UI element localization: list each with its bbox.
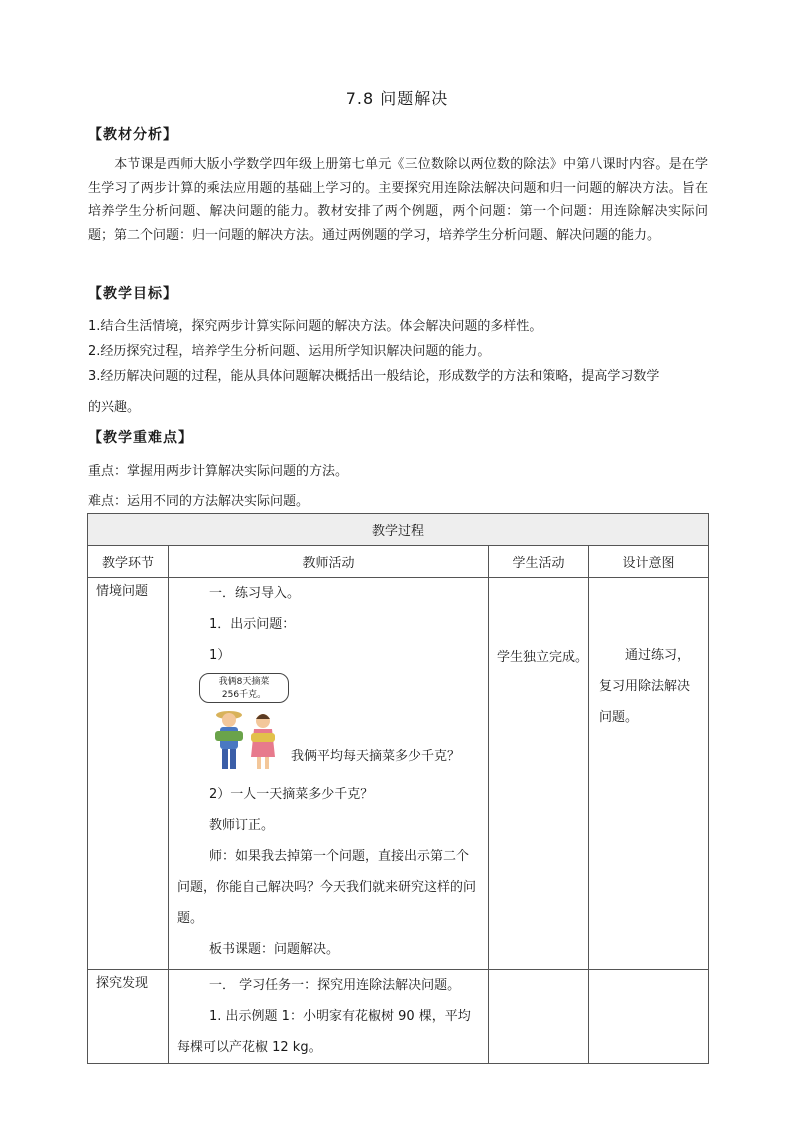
difficult-point: 难点：运用不同的方法解决实际问题。 [88, 494, 310, 509]
header-teacher: 教师活动 [169, 546, 489, 578]
speech-bubble [199, 673, 289, 703]
activity-line: 教师订正。 [209, 818, 275, 833]
activity-line: 1．出示问题： [209, 617, 296, 632]
activity-line: 1） [209, 648, 231, 663]
analysis-heading: 【教材分析】 [88, 127, 178, 143]
key-points-heading: 【教学重难点】 [88, 430, 193, 446]
illustration-caption: 我俩平均每天摘菜多少千克？ [291, 749, 461, 764]
page-title: 7.8 问题解决 [345, 89, 449, 108]
goal-item-2: 2.经历探究过程，培养学生分析问题、运用所学知识解决问题的能力。 [88, 344, 491, 359]
analysis-paragraph [88, 153, 708, 247]
activity-paragraph [177, 1001, 480, 1063]
student-activity-cell [489, 970, 589, 1064]
activity-line: 2）一人一天摘菜多少千克？ [209, 787, 374, 802]
activity-text: 师：如果我去掉第一个问题，直接出示第二个问题，你能自己解决吗？今天我们就来研究这样的问题。 [177, 849, 477, 926]
goal-item-3: 3.经历解决问题的过程，能从具体问题解决概括出一般结论，形成数学的方法和策略，提高学习数学 [88, 369, 660, 384]
student-activity-text: 学生独立完成。 [497, 650, 589, 665]
bubble-line: 256千克。 [221, 690, 267, 700]
stage-label: 探究发现 [96, 976, 149, 991]
table-row [88, 578, 709, 970]
bubble-line: 我俩8天摘菜 [218, 677, 270, 687]
header-design: 设计意图 [589, 546, 709, 578]
activity-text: 1. 出示例题 1：小明家有花椒树 90 棵，平均每棵可以产花椒 12 kg。 [177, 1009, 471, 1055]
teaching-process-table [87, 513, 709, 1064]
farmers-icon [207, 707, 287, 777]
activity-paragraph [177, 841, 480, 934]
key-point: 重点：掌握用两步计算解决实际问题的方法。 [88, 464, 349, 479]
student-activity-cell [489, 578, 589, 970]
design-intent-cell [589, 970, 709, 1064]
goals-heading: 【教学目标】 [88, 286, 178, 302]
design-intent-paragraph [591, 640, 702, 733]
farmers-illustration [199, 671, 480, 779]
stage-cell [88, 970, 169, 1064]
goal-item-3-cont: 的兴趣。 [88, 400, 141, 415]
activity-line: 一． 学习任务一：探究用连除法解决问题。 [209, 978, 461, 993]
header-stage: 教学环节 [88, 546, 169, 578]
stage-cell [88, 578, 169, 970]
stage-label: 情境问题 [96, 584, 149, 599]
table-row [88, 970, 709, 1064]
design-intent-text: 通过练习，复习用除法解决问题。 [599, 648, 691, 725]
activity-line: 一．练习导入。 [209, 586, 301, 601]
activity-line: 板书课题：问题解决。 [209, 942, 340, 957]
table-title: 教学过程 [88, 514, 709, 546]
teacher-activity-cell [169, 578, 489, 970]
design-intent-cell [589, 578, 709, 970]
teacher-activity-cell [169, 970, 489, 1064]
analysis-text: 本节课是西师大版小学数学四年级上册第七单元《三位数除以两位数的除法》中第八课时内容。是在学生学习了两步计算的乘法应用题的基础上学习的。主要探究用连除法解决问题和归一问题的解决方法。旨在培养学生分析问题、解决问题的能力。教材安排了两个例题，两个问题：第一个问题：用连除解决实际问题；第二个问题：归一问题的解决方法。通过两例题的学习，培养学生分析问题、解决问题的能力。 [88, 157, 708, 243]
goal-item-1: 1.结合生活情境，探究两步计算实际问题的解决方法。体会解决问题的多样性。 [88, 319, 543, 334]
header-student: 学生活动 [489, 546, 589, 578]
